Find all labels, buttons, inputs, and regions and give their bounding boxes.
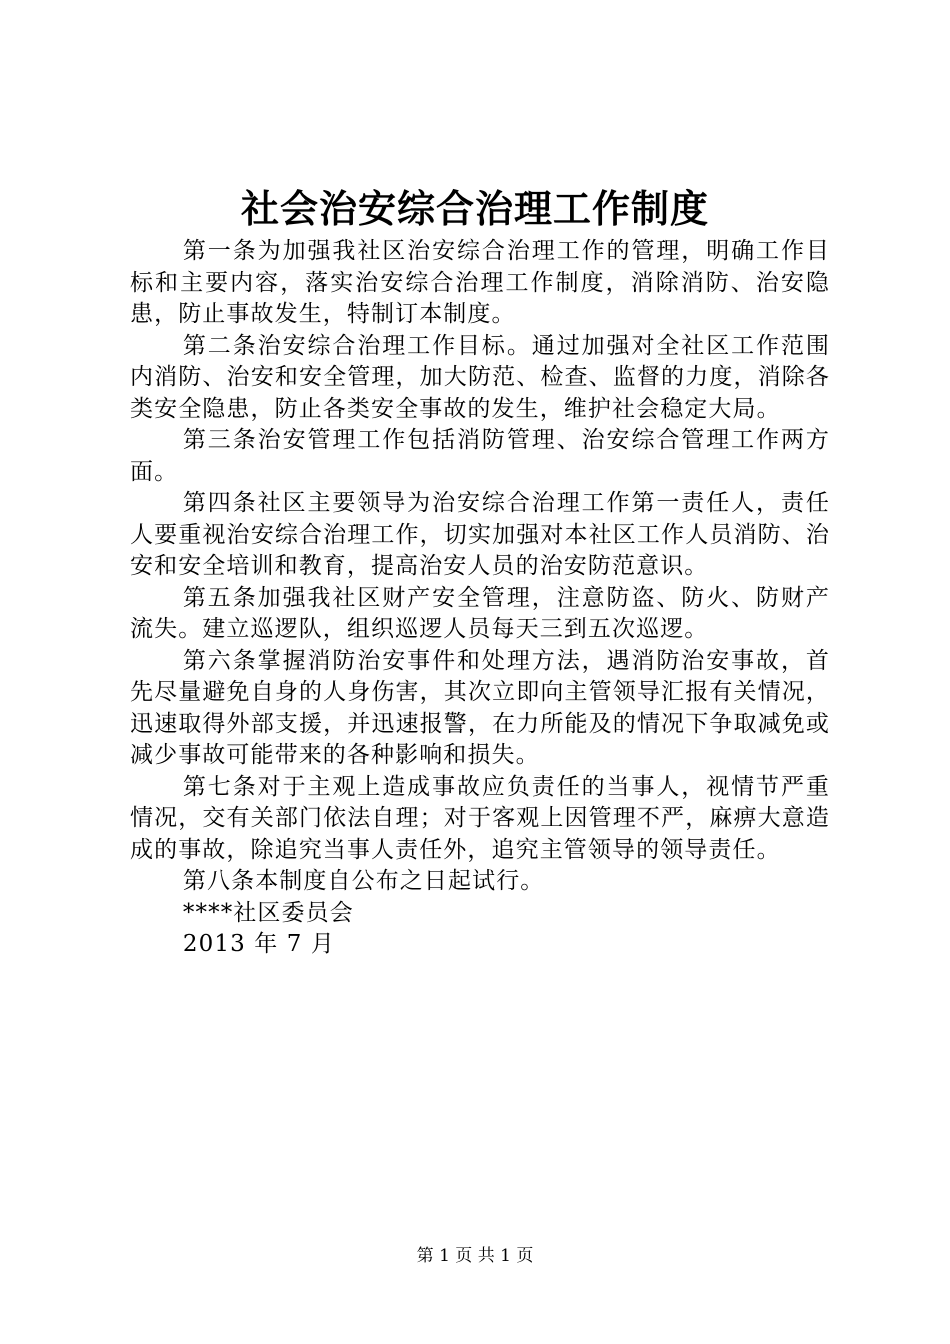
article-3: 第三条治安管理工作包括消防管理、治安综合管理工作两方面。 [130,427,830,485]
article-5: 第五条加强我社区财产安全管理，注意防盗、防火、防财产流失。建立巡逻队，组织巡逻人员每天三到五次巡逻。 [130,584,830,642]
page-footer: 第 1 页 共 1 页 [416,1246,534,1266]
article-7: 第七条对于主观上造成事故应负责任的当事人，视情节严重情况，交有关部门依法自理；对于客观上因管理不严，麻痹大意造成的事故，除追究当事人责任外，追究主管领导的领导责任。 [130,773,830,863]
document-body [130,236,830,961]
article-1: 第一条为加强我社区治安综合治理工作的管理，明确工作目标和主要内容，落实治安综合治理工作制度，消除消防、治安隐患，防止事故发生，特制订本制度。 [130,238,830,327]
article-2: 第二条治安综合治理工作目标。通过加强对全社区工作范围内消防、治安和安全管理，加大防范、检查、监督的力度，消除各类安全隐患，防止各类安全事故的发生，维护社会稳定大局。 [130,332,830,422]
signature-organization: ****社区委员会 [182,899,354,926]
article-4: 第四条社区主要领导为治安综合治理工作第一责任人，责任人要重视治安综合治理工作，切实加强对本社区工作人员消防、治安和安全培训和教育，提高治安人员的治安防范意识。 [130,490,830,579]
signature-date: 2013 年 7 月 [182,931,335,957]
article-6: 第六条掌握消防治安事件和处理方法，遇消防治安事故，首先尽量避免自身的人身伤害，其次立即向主管领导汇报有关情况，迅速取得外部支援，并迅速报警，在力所能及的情况下争取减免或减少事故可能带来的各种影响和损失。 [130,647,830,768]
page-title: 社会治安综合治理工作制度 [240,186,709,231]
article-8: 第八条本制度自公布之日起试行。 [182,868,545,894]
